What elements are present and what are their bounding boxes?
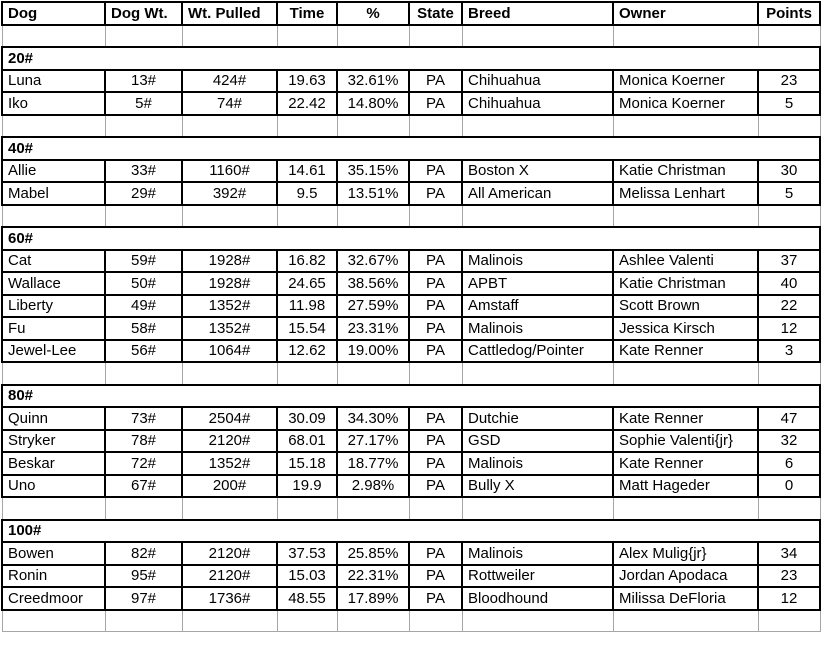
cell-breed: Malinois: [462, 317, 613, 340]
spacer-cell: [277, 362, 337, 385]
cell-wt-pulled: 2504#: [182, 407, 277, 430]
cell-wt-pulled: 1928#: [182, 272, 277, 295]
cell-wt-pulled: 2120#: [182, 542, 277, 565]
cell-dog: Luna: [2, 70, 105, 93]
cell-owner: Katie Christman: [613, 272, 758, 295]
cell-dog-wt: 49#: [105, 295, 182, 318]
cell-owner: Katie Christman: [613, 160, 758, 183]
cell-dog-wt: 59#: [105, 250, 182, 273]
cell-breed: Dutchie: [462, 407, 613, 430]
section-header-row: [2, 227, 820, 250]
cell-wt-pulled: 1352#: [182, 295, 277, 318]
cell-breed: Bloodhound: [462, 587, 613, 610]
cell-breed: Bully X: [462, 475, 613, 498]
spacer-cell: [105, 115, 182, 138]
spacer-cell: [462, 497, 613, 520]
section-header-row: [2, 47, 820, 70]
table-row: [2, 160, 820, 183]
cell-dog-wt: 82#: [105, 542, 182, 565]
cell-wt-pulled: 2120#: [182, 430, 277, 453]
spacer-cell: [182, 205, 277, 228]
spacer-cell: [337, 362, 409, 385]
cell-owner: Kate Renner: [613, 340, 758, 363]
cell-points: 12: [758, 317, 820, 340]
cell-time: 19.63: [277, 70, 337, 93]
cell-state: PA: [409, 250, 462, 273]
section-label: 80#: [2, 385, 820, 408]
cell-dog-wt: 58#: [105, 317, 182, 340]
cell-time: 19.9: [277, 475, 337, 498]
cell-owner: Monica Koerner: [613, 92, 758, 115]
cell-pct: 13.51%: [337, 182, 409, 205]
spacer-cell: [462, 25, 613, 48]
spacer-cell: [2, 362, 105, 385]
cell-owner: Melissa Lenhart: [613, 182, 758, 205]
cell-dog-wt: 5#: [105, 92, 182, 115]
spacer-cell: [277, 610, 337, 632]
column-header-breed: Breed: [462, 2, 613, 25]
table-row: [2, 250, 820, 273]
cell-dog: Ronin: [2, 565, 105, 588]
cell-time: 14.61: [277, 160, 337, 183]
cell-time: 30.09: [277, 407, 337, 430]
cell-pct: 32.67%: [337, 250, 409, 273]
spacer-cell: [758, 610, 820, 632]
column-header-points: Points: [758, 2, 820, 25]
cell-points: 30: [758, 160, 820, 183]
cell-owner: Monica Koerner: [613, 70, 758, 93]
section-header-row: [2, 137, 820, 160]
cell-dog-wt: 50#: [105, 272, 182, 295]
cell-points: 32: [758, 430, 820, 453]
spacer-row: [2, 205, 820, 228]
cell-points: 6: [758, 452, 820, 475]
table-row: [2, 272, 820, 295]
cell-breed: Rottweiler: [462, 565, 613, 588]
section-header-row: [2, 385, 820, 408]
spacer-cell: [2, 25, 105, 48]
results-body: [2, 25, 820, 632]
cell-dog-wt: 78#: [105, 430, 182, 453]
table-row: [2, 295, 820, 318]
cell-state: PA: [409, 340, 462, 363]
cell-owner: Ashlee Valenti: [613, 250, 758, 273]
cell-wt-pulled: 200#: [182, 475, 277, 498]
cell-pct: 2.98%: [337, 475, 409, 498]
cell-state: PA: [409, 587, 462, 610]
cell-time: 12.62: [277, 340, 337, 363]
spacer-cell: [613, 115, 758, 138]
spacer-cell: [409, 610, 462, 632]
spacer-cell: [462, 362, 613, 385]
cell-time: 15.03: [277, 565, 337, 588]
cell-time: 37.53: [277, 542, 337, 565]
cell-pct: 23.31%: [337, 317, 409, 340]
header-row: [2, 2, 820, 25]
cell-state: PA: [409, 542, 462, 565]
cell-pct: 18.77%: [337, 452, 409, 475]
cell-dog: Liberty: [2, 295, 105, 318]
cell-breed: APBT: [462, 272, 613, 295]
cell-points: 22: [758, 295, 820, 318]
table-row: [2, 182, 820, 205]
spacer-cell: [277, 497, 337, 520]
cell-points: 40: [758, 272, 820, 295]
spacer-cell: [2, 205, 105, 228]
spacer-cell: [277, 25, 337, 48]
cell-state: PA: [409, 295, 462, 318]
cell-time: 48.55: [277, 587, 337, 610]
cell-pct: 27.17%: [337, 430, 409, 453]
table-row: [2, 542, 820, 565]
spacer-row: [2, 610, 820, 632]
spacer-row: [2, 25, 820, 48]
cell-dog: Mabel: [2, 182, 105, 205]
spacer-cell: [613, 205, 758, 228]
cell-points: 23: [758, 565, 820, 588]
section-label: 60#: [2, 227, 820, 250]
cell-time: 15.18: [277, 452, 337, 475]
cell-pct: 14.80%: [337, 92, 409, 115]
cell-state: PA: [409, 92, 462, 115]
cell-breed: Malinois: [462, 452, 613, 475]
column-header-dog-wt: Dog Wt.: [105, 2, 182, 25]
cell-dog: Iko: [2, 92, 105, 115]
section-label: 20#: [2, 47, 820, 70]
cell-pct: 27.59%: [337, 295, 409, 318]
cell-dog-wt: 67#: [105, 475, 182, 498]
cell-points: 23: [758, 70, 820, 93]
cell-dog-wt: 56#: [105, 340, 182, 363]
spacer-cell: [182, 25, 277, 48]
cell-breed: Amstaff: [462, 295, 613, 318]
column-header-state: State: [409, 2, 462, 25]
column-header-wt-pulled: Wt. Pulled: [182, 2, 277, 25]
column-header-dog: Dog: [2, 2, 105, 25]
cell-breed: All American: [462, 182, 613, 205]
table-row: [2, 452, 820, 475]
cell-breed: Boston X: [462, 160, 613, 183]
cell-points: 34: [758, 542, 820, 565]
cell-state: PA: [409, 160, 462, 183]
table-row: [2, 70, 820, 93]
cell-time: 22.42: [277, 92, 337, 115]
cell-owner: Kate Renner: [613, 407, 758, 430]
section-label: 100#: [2, 520, 820, 543]
spacer-cell: [337, 610, 409, 632]
table-row: [2, 407, 820, 430]
cell-owner: Milissa DeFloria: [613, 587, 758, 610]
spacer-cell: [337, 115, 409, 138]
cell-dog: Beskar: [2, 452, 105, 475]
table-row: [2, 92, 820, 115]
table-row: [2, 340, 820, 363]
cell-wt-pulled: 1160#: [182, 160, 277, 183]
cell-dog: Wallace: [2, 272, 105, 295]
spacer-cell: [409, 205, 462, 228]
spacer-cell: [758, 497, 820, 520]
cell-wt-pulled: 1064#: [182, 340, 277, 363]
spacer-row: [2, 362, 820, 385]
cell-dog: Bowen: [2, 542, 105, 565]
spacer-cell: [182, 497, 277, 520]
spacer-cell: [105, 497, 182, 520]
cell-wt-pulled: 392#: [182, 182, 277, 205]
cell-pct: 17.89%: [337, 587, 409, 610]
cell-breed: Chihuahua: [462, 92, 613, 115]
spacer-cell: [337, 497, 409, 520]
spacer-cell: [613, 362, 758, 385]
cell-pct: 38.56%: [337, 272, 409, 295]
cell-state: PA: [409, 70, 462, 93]
spacer-cell: [105, 205, 182, 228]
spacer-cell: [105, 362, 182, 385]
spacer-cell: [182, 610, 277, 632]
cell-owner: Sophie Valenti{jr}: [613, 430, 758, 453]
spacer-cell: [277, 205, 337, 228]
cell-dog: Jewel-Lee: [2, 340, 105, 363]
cell-wt-pulled: 1928#: [182, 250, 277, 273]
cell-dog: Creedmoor: [2, 587, 105, 610]
spacer-cell: [613, 610, 758, 632]
cell-dog-wt: 72#: [105, 452, 182, 475]
cell-points: 3: [758, 340, 820, 363]
section-header-row: [2, 520, 820, 543]
cell-breed: GSD: [462, 430, 613, 453]
cell-wt-pulled: 424#: [182, 70, 277, 93]
cell-points: 47: [758, 407, 820, 430]
cell-dog-wt: 29#: [105, 182, 182, 205]
cell-breed: Cattledog/Pointer: [462, 340, 613, 363]
cell-time: 24.65: [277, 272, 337, 295]
cell-state: PA: [409, 407, 462, 430]
results-table: [1, 1, 821, 632]
cell-time: 16.82: [277, 250, 337, 273]
column-header-time: Time: [277, 2, 337, 25]
spacer-cell: [613, 25, 758, 48]
cell-wt-pulled: 1352#: [182, 317, 277, 340]
cell-state: PA: [409, 317, 462, 340]
spacer-cell: [613, 497, 758, 520]
spacer-cell: [758, 205, 820, 228]
cell-pct: 35.15%: [337, 160, 409, 183]
cell-dog-wt: 97#: [105, 587, 182, 610]
cell-wt-pulled: 1352#: [182, 452, 277, 475]
spacer-cell: [105, 610, 182, 632]
cell-time: 9.5: [277, 182, 337, 205]
table-row: [2, 587, 820, 610]
cell-dog-wt: 95#: [105, 565, 182, 588]
table-row: [2, 317, 820, 340]
spacer-row: [2, 115, 820, 138]
cell-pct: 34.30%: [337, 407, 409, 430]
cell-owner: Alex Mulig{jr}: [613, 542, 758, 565]
cell-owner: Matt Hageder: [613, 475, 758, 498]
cell-time: 68.01: [277, 430, 337, 453]
spacer-cell: [277, 115, 337, 138]
spacer-cell: [758, 115, 820, 138]
spacer-cell: [182, 362, 277, 385]
cell-points: 5: [758, 92, 820, 115]
cell-dog-wt: 73#: [105, 407, 182, 430]
cell-dog-wt: 13#: [105, 70, 182, 93]
cell-dog: Quinn: [2, 407, 105, 430]
spacer-cell: [758, 362, 820, 385]
cell-breed: Chihuahua: [462, 70, 613, 93]
spacer-cell: [758, 25, 820, 48]
cell-points: 0: [758, 475, 820, 498]
cell-wt-pulled: 2120#: [182, 565, 277, 588]
cell-dog: Uno: [2, 475, 105, 498]
spacer-cell: [409, 25, 462, 48]
cell-state: PA: [409, 182, 462, 205]
cell-breed: Malinois: [462, 250, 613, 273]
spacer-cell: [2, 610, 105, 632]
spacer-cell: [105, 25, 182, 48]
cell-points: 5: [758, 182, 820, 205]
spacer-cell: [462, 610, 613, 632]
cell-wt-pulled: 74#: [182, 92, 277, 115]
cell-pct: 32.61%: [337, 70, 409, 93]
cell-dog-wt: 33#: [105, 160, 182, 183]
cell-dog: Fu: [2, 317, 105, 340]
cell-dog: Cat: [2, 250, 105, 273]
spacer-cell: [2, 497, 105, 520]
cell-dog: Allie: [2, 160, 105, 183]
cell-pct: 22.31%: [337, 565, 409, 588]
cell-dog: Stryker: [2, 430, 105, 453]
spacer-cell: [2, 115, 105, 138]
spacer-cell: [409, 497, 462, 520]
cell-time: 15.54: [277, 317, 337, 340]
spacer-cell: [337, 205, 409, 228]
spacer-cell: [462, 115, 613, 138]
cell-state: PA: [409, 272, 462, 295]
table-row: [2, 430, 820, 453]
spacer-cell: [337, 25, 409, 48]
table-row: [2, 475, 820, 498]
cell-owner: Jordan Apodaca: [613, 565, 758, 588]
spacer-cell: [462, 205, 613, 228]
spacer-cell: [182, 115, 277, 138]
section-label: 40#: [2, 137, 820, 160]
table-row: [2, 565, 820, 588]
cell-state: PA: [409, 475, 462, 498]
spacer-cell: [409, 362, 462, 385]
cell-state: PA: [409, 430, 462, 453]
cell-wt-pulled: 1736#: [182, 587, 277, 610]
cell-points: 37: [758, 250, 820, 273]
cell-points: 12: [758, 587, 820, 610]
cell-time: 11.98: [277, 295, 337, 318]
cell-owner: Jessica Kirsch: [613, 317, 758, 340]
cell-state: PA: [409, 565, 462, 588]
cell-pct: 19.00%: [337, 340, 409, 363]
cell-breed: Malinois: [462, 542, 613, 565]
cell-owner: Kate Renner: [613, 452, 758, 475]
cell-pct: 25.85%: [337, 542, 409, 565]
column-header-percent: %: [337, 2, 409, 25]
column-header-owner: Owner: [613, 2, 758, 25]
spacer-cell: [409, 115, 462, 138]
cell-owner: Scott Brown: [613, 295, 758, 318]
cell-state: PA: [409, 452, 462, 475]
spacer-row: [2, 497, 820, 520]
